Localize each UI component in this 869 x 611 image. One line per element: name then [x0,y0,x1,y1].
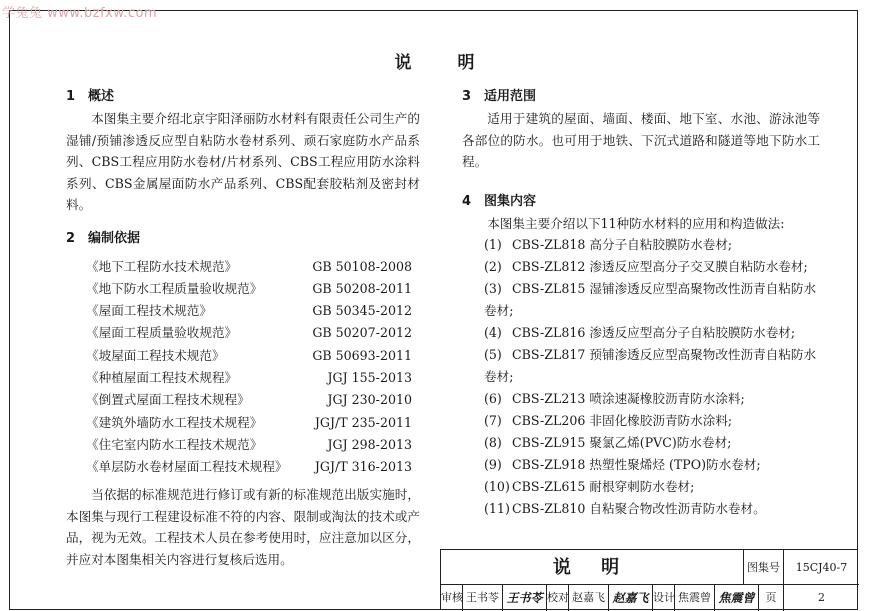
item-text: CBS-ZL213 喷涂速凝橡胶沥青防水涂料; [512,391,745,406]
section-3-heading [462,86,820,108]
standard-row [66,367,420,389]
standard-code: JGJ/T 316-2013 [314,459,412,475]
material-item [462,344,820,388]
section-number: 2 [66,230,76,246]
page-label: 页 [759,585,784,611]
standard-name: 《坡屋面工程技术规范》 [86,347,225,363]
standard-name: 《建筑外墙防水工程技术规程》 [86,414,263,430]
section-2-heading [66,228,420,250]
item-text: CBS-ZL816 渗透反应型高分子自粘胶膜防水卷材; [512,325,796,340]
design-label: 设计 [653,585,675,611]
item-index: (4) [484,325,502,340]
item-text: CBS-ZL918 热塑性聚烯烃 (TPO)防水卷材; [512,457,761,472]
standard-code: GB 50207-2012 [312,325,412,341]
left-column [66,86,420,570]
standards-list [66,256,420,479]
item-index: (7) [484,413,502,428]
standard-code: GB 50108-2008 [312,258,412,274]
standard-name: 《地下工程防水技术规范》 [86,258,238,274]
item-index: (9) [484,457,502,472]
material-item [462,322,820,344]
title-block [440,549,858,610]
item-text: CBS-ZL817 预铺渗透反应型高聚物改性沥青自粘防水卷材; [484,347,817,384]
standard-name: 《地下防水工程质量验收规范》 [86,280,263,296]
standard-code: JGJ 155-2013 [327,369,412,385]
checker-signature: 赵嘉飞 [609,585,653,611]
check-label: 校对 [547,585,569,611]
item-index: (2) [484,259,502,274]
page-number: 2 [818,591,825,604]
section-2-note: 当依据的标准规范进行修订或有新的标准规范出版实施时，本图集与现行工程建设标准不符的内容、限制或淘汰的技术或产品，视为无效。工程技术人员在参考使用时，应注意加以区分，并应对本图集相关内容进行复核后选用。 [66,487,420,567]
material-item [462,256,820,278]
standard-name: 《屋面工程质量验收规范》 [86,325,238,341]
item-index: (11) [484,501,510,516]
item-text: CBS-ZL815 湿铺渗透反应型高聚物改性沥青自粘防水卷材; [484,281,817,318]
material-item [462,410,820,432]
item-text: CBS-ZL818 高分子自粘胶膜防水卷材; [512,237,733,252]
page-title: 说 明 [394,53,495,73]
standard-name: 《种植屋面工程技术规程》 [86,369,238,385]
atlas-number: 15CJ40-7 [784,550,859,585]
section-3-text: 适用于建筑的屋面、墙面、楼面、地下室、水池、游泳池等各部位的防水。也可用于地铁、下沉式道路和隧道等地下防水工程。 [462,111,820,169]
material-item [462,498,820,520]
material-list [462,234,820,520]
section-title: 图集内容 [484,193,537,209]
standard-row [66,278,420,300]
section-4-heading [462,191,820,213]
standard-code: JGJ 298-2013 [327,436,412,452]
item-text: CBS-ZL615 耐根穿刺防水卷材; [512,479,695,494]
standard-name: 《倒置式屋面工程技术规程》 [86,392,250,408]
standard-name: 《屋面工程技术规范》 [86,303,212,319]
title-block-title: 说 明 [441,550,744,585]
material-item [462,278,820,322]
watermark: 学兔兔 www.bzfxw.com [2,6,158,21]
standard-name: 《单层防水卷材屋面工程技术规程》 [86,459,288,475]
item-index: (3) [484,281,502,296]
standard-code: JGJ 230-2010 [327,392,412,408]
item-index: (10) [484,479,510,494]
item-text: CBS-ZL810 自粘聚合物改性沥青防水卷材。 [512,501,766,516]
item-text: CBS-ZL812 渗透反应型高分子交叉膜自粘防水卷材; [512,259,808,274]
section-number: 3 [462,89,472,104]
atlas-number-label: 图集号 [744,550,784,585]
checker-name: 赵嘉飞 [569,585,609,611]
item-text: CBS-ZL206 非固化橡胶沥青防水涂料; [512,413,733,428]
standard-row [66,389,420,411]
material-item [462,476,820,498]
reviewer-signature: 王书苓 [503,585,547,611]
section-4-intro: 本图集主要介绍以下11种防水材料的应用和构造做法: [487,215,785,231]
material-item [462,454,820,476]
section-number: 1 [66,89,76,104]
item-index: (6) [484,391,502,406]
standard-code: GB 50208-2011 [312,280,412,296]
review-label: 审核 [441,585,463,611]
item-index: (1) [484,237,502,252]
material-item [462,234,820,256]
standard-row [66,256,420,278]
item-text: CBS-ZL915 聚氯乙烯(PVC)防水卷材; [512,435,732,450]
standard-code: GB 50345-2012 [312,303,412,319]
standard-row [66,412,420,434]
section-title: 适用范围 [484,89,537,104]
section-title: 概述 [88,89,115,104]
section-number: 4 [462,193,472,209]
standard-code: JGJ/T 235-2011 [314,414,412,430]
right-column [462,86,820,520]
material-item [462,432,820,454]
section-1-heading [66,86,420,108]
standard-code: GB 50693-2011 [312,347,412,363]
item-index: (8) [484,435,502,450]
section-title: 编制依据 [88,230,141,246]
item-index: (5) [484,347,502,362]
standard-row [66,300,420,322]
reviewer-name: 王书苓 [463,585,503,611]
section-1-text: 本图集主要介绍北京宇阳泽丽防水材料有限责任公司生产的湿铺/预铺渗透反应型自粘防水卷材系列、顽石家庭防水产品系列、CBS工程应用防水卷材/片材系列、CBS工程应用防水涂料系列、CBS金属屋面防水产品系列、CBS配套胶粘剂及密封材料。 [66,111,420,212]
standard-row [66,345,420,367]
standard-name: 《住宅室内防水工程技术规范》 [86,436,263,452]
standard-row [66,456,420,478]
designer-signature: 焦震曾 [715,585,759,611]
standard-row [66,322,420,344]
material-item [462,388,820,410]
designer-name: 焦震曾 [675,585,715,611]
standard-row [66,434,420,456]
